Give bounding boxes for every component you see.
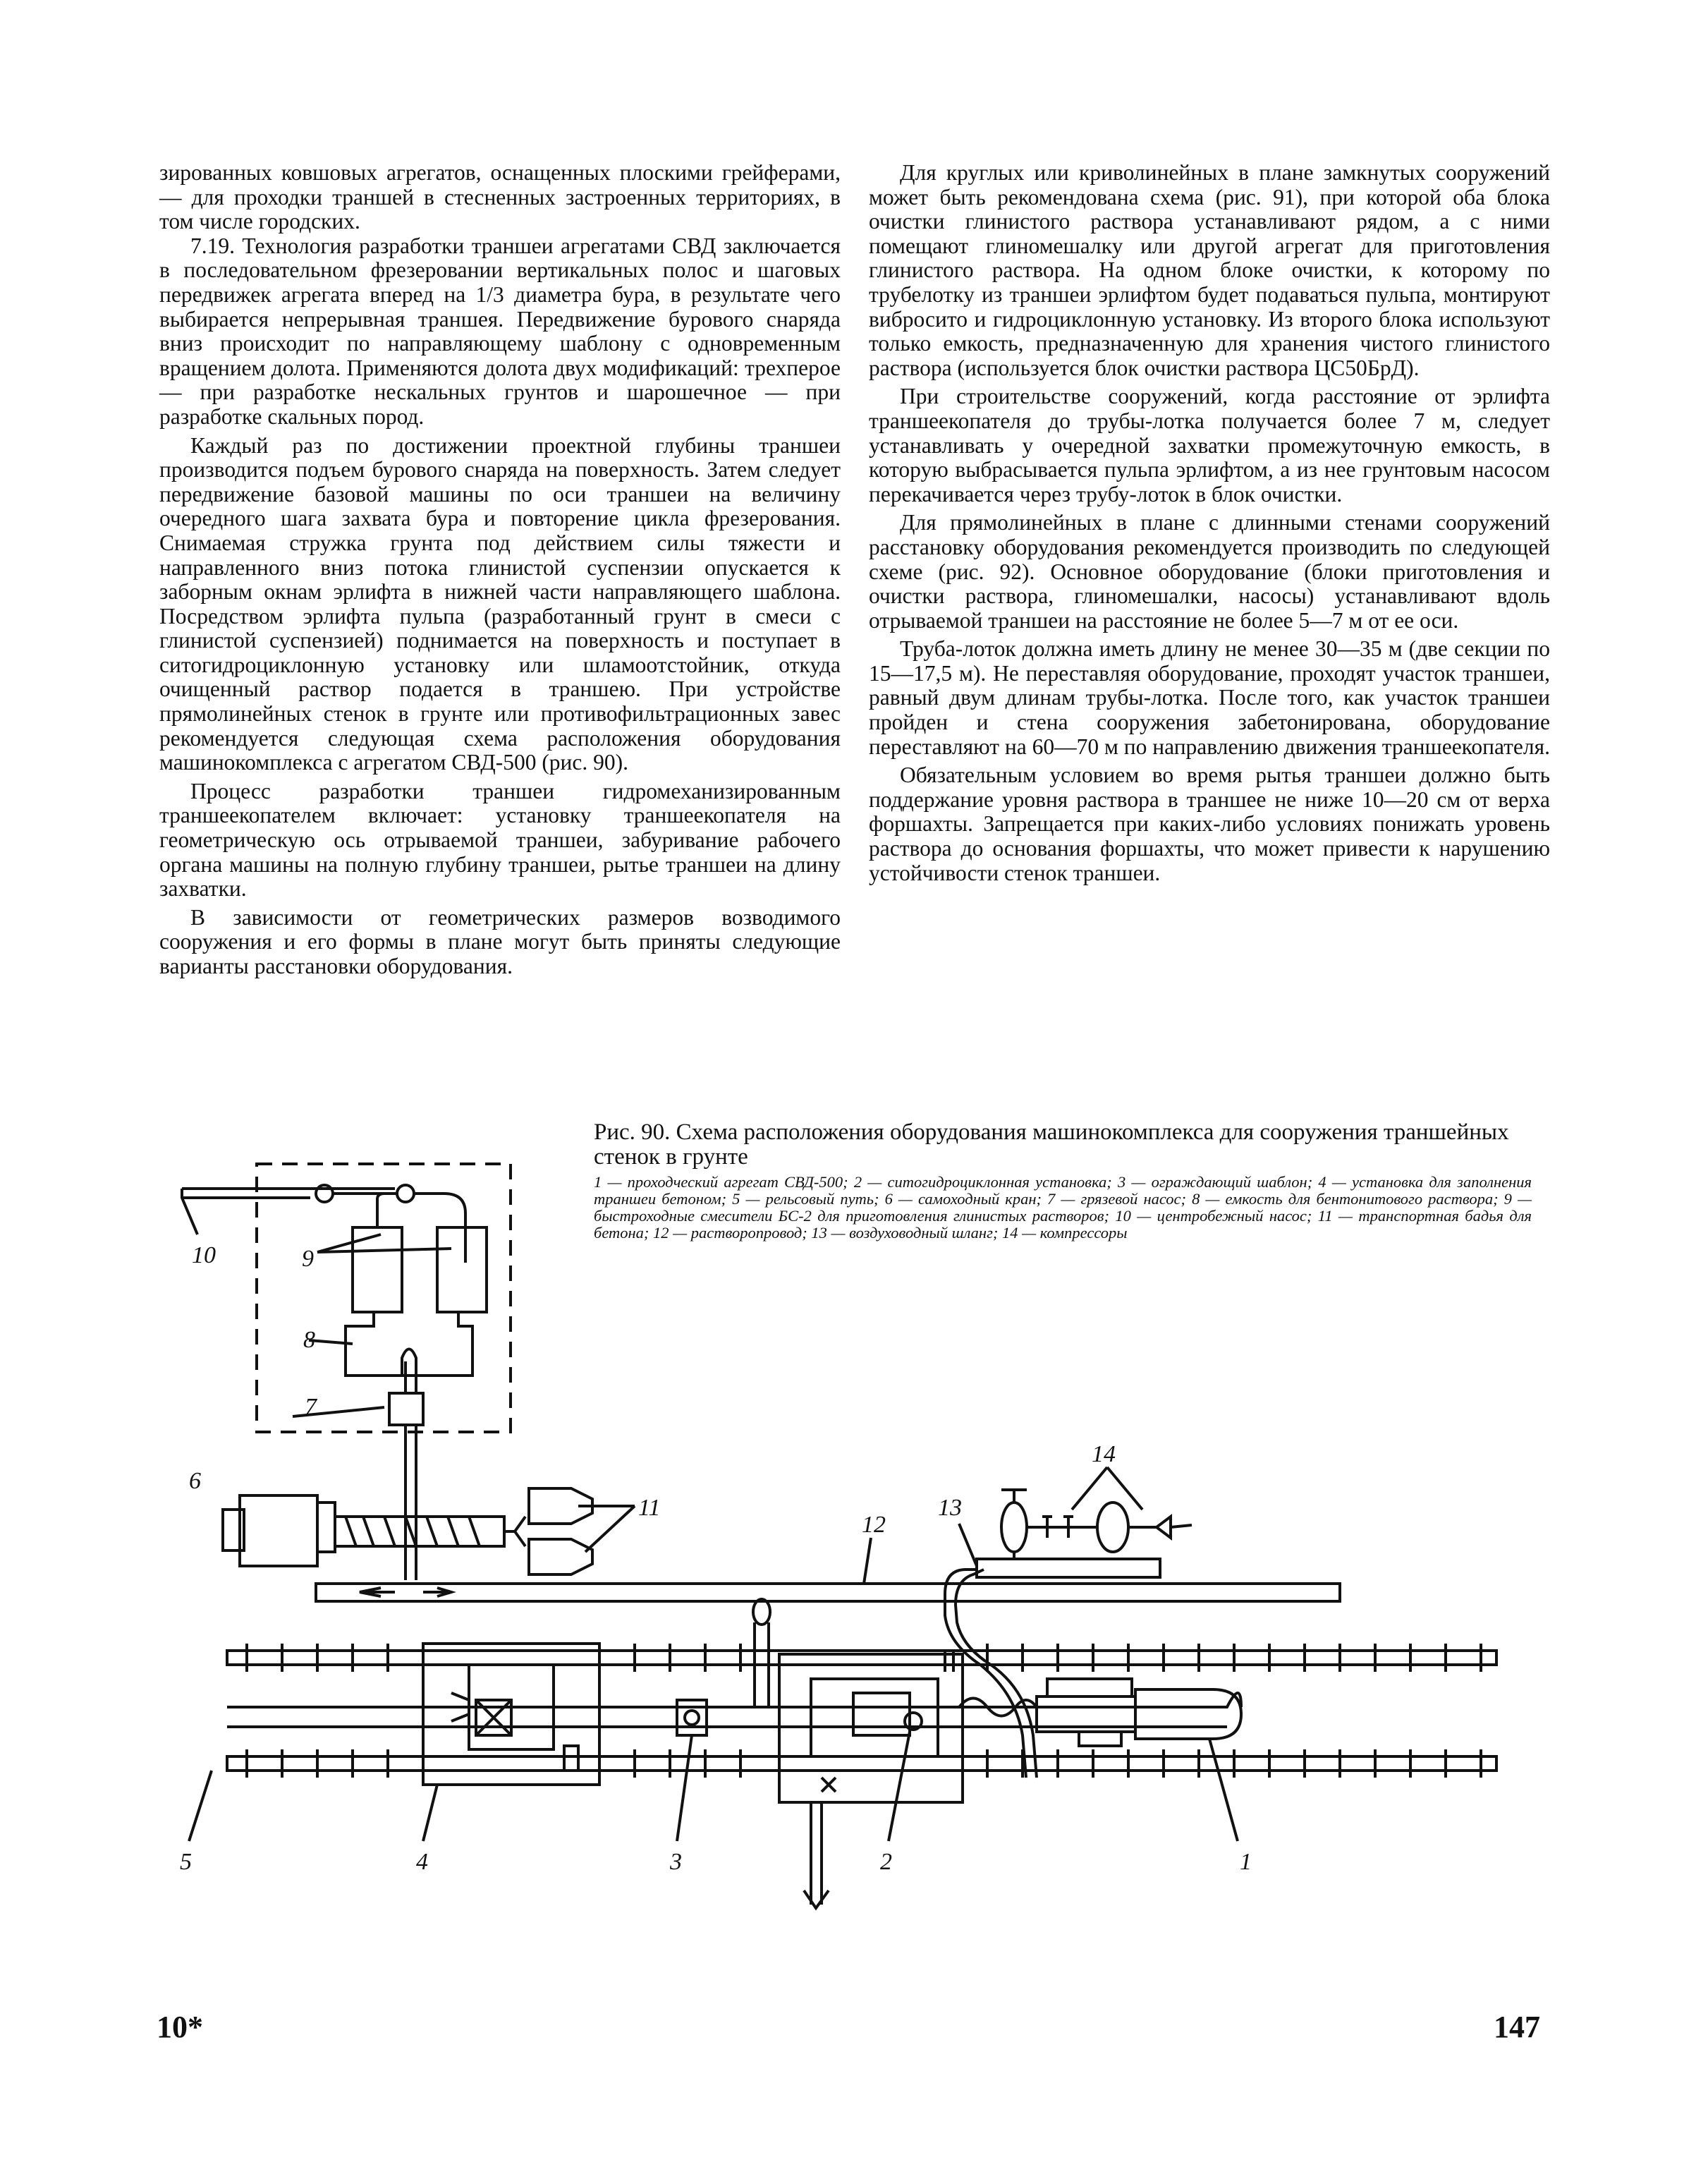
paragraph: В зависимости от геометрических размеров возводимого сооружения и его формы в плане могут быть приняты следующие варианты расстановки оборудования. [159, 904, 841, 978]
paragraph: Труба-лоток должна иметь длину не менее 30—35 м (две секции по 15—17,5 м). Не переставляя оборудование, проходят участок траншеи, равный двум длинам трубы-лотка. После того, как участок траншеи пройден и стена сооружения забетонирована, оборудование переставляют на 60—70 м по направлению движения траншеекопателя. [869, 636, 1550, 759]
compressor-base [977, 1559, 1160, 1577]
paragraph: 7.19. Технология разработки траншеи агрегатами СВД заключается в последовательном фрезеровании вертикальных полос и шаговых передвижек агрегата вперед на 1/3 диаметра бура, в результате чего выбирается непрерывная траншея. Передвижение бурового снаряда вниз происходит по направляющему шаблону с одновременным вращением долота. Применяются долота двух модификаций: трехперое — при разработке нескальных грунтов и шарошечное — при разработке скальных пород. [159, 233, 841, 429]
figure-title: Рис. 90. Схема расположения оборудования машинокомплекса для сооружения траншейных стенок в грунте [594, 1119, 1509, 1170]
mixing-station-enclosure [257, 1164, 511, 1432]
paragraph: Для круглых или криволинейных в плане замкнутых сооружений может быть рекомендована схема (рис. 91), при которой оба блока очистки глинистого раствора устанавливают рядом, а с ними помещают глиномешалку или другой агрегат для приготовления глинистого раствора. На одном блоке очистки, к которому по трубелотку из траншеи эрлифтом будет подаваться пульпа, монтируют вибросито и гидроциклонную установку. Из второго блока используют только емкость, предназначенную для хранения чистого глинистого раствора (используется блок очистки раствора ЦС50БрД). [869, 160, 1550, 380]
paragraph: Для прямолинейных в плане с длинными стенами сооружений расстановку оборудования рекомендуется производить по следующей схеме (рис. 92). Основное оборудование (блоки приготовления и очистки раствора, глиномешалки, насосы) устанавливают вдоль отрываемой траншеи на расстояние не более 5—7 м от ее оси. [869, 510, 1550, 633]
label-leader [189, 1771, 212, 1841]
concrete-bucket [529, 1539, 592, 1574]
label-13: 13 [938, 1495, 962, 1521]
paragraph: Процесс разработки траншеи гидромеханизированным траншеекопателем включает: установку траншеекопателя на геометрическую ось отрываемой траншеи, забуривание рабочего органа машины на полную глубину траншеи, рытье траншеи на длину захватки. [159, 778, 841, 902]
label-8: 8 [303, 1327, 315, 1353]
paragraph: Каждый раз по достижении проектной глубины траншеи производится подъем бурового снаряда на поверхность. Затем следует передвижение базовой машины по оси траншеи на величину очередного шага захвата бура и повторение цикла фрезерования. Снимаемая стружка грунта под действием силы тяжести и направленного вниз потока глинистой суспензии опускается к заборным окнам эрлифта в нижней части направляющего шаблона. Посредством эрлифта пульпа (разработанный грунт в смеси с глинистой суспензией) поднимается на поверхность и поступает в ситогидроциклонную установку или шламоотстойник, откуда очищенный раствор подается в траншею. При устройстве прямолинейных стенок в грунте или противофильтрационных завес рекомендуется следующая схема расположения оборудования машинокомплекса с агрегатом СВД-500 (рис. 90). [159, 432, 841, 775]
guide-template [677, 1700, 707, 1735]
label-1: 1 [1240, 1849, 1252, 1875]
label-7: 7 [305, 1394, 317, 1420]
label-12: 12 [862, 1512, 886, 1538]
label-leader [1072, 1467, 1107, 1510]
paragraph: зированных ковшовых агрегатов, оснащенных плоскими грейферами, — для проходки траншей в стесненных застроенных территориях, в том числе городских. [159, 160, 841, 234]
page-marker-left: 10* [157, 2010, 203, 2044]
figure-legend: 1 — проходческий агрегат СВД-500; 2 — ситогидроциклонная установка; 3 — ограждающий шаблон; 4 — установка для заполнения траншеи бетоном; 5 — рельсовый путь; 6 — самоходный кран; 7 — грязевой насос; 8 — емкость для бентонитового раствора; 9 — быстроходные смесители БС-2 для приготовления глинистых растворов; 10 — центробежный насос; 11 — транспортная бадья для бетона; 12 — растворопровод; 13 — воздуховодный шланг; 14 — компрессоры [594, 1173, 1532, 1242]
label-10: 10 [192, 1242, 216, 1268]
label-leader [889, 1732, 910, 1841]
pump-node [397, 1185, 414, 1202]
label-leader [423, 1785, 437, 1841]
paragraph: При строительстве сооружений, когда расстояние от эрлифта траншеекопателя до трубы-лотка получается более 7 м, следует устанавливать у очередной захватки промежуточную емкость, в которую выбрасывается пульпа эрлифтом, а из нее грунтовым насосом перекачивается через трубу-лоток в блок очистки. [869, 384, 1550, 506]
label-11: 11 [638, 1495, 661, 1521]
pump-10-leader [182, 1189, 197, 1234]
label-3: 3 [670, 1849, 682, 1875]
self-propelled-crane [240, 1495, 317, 1566]
paragraph: Обязательным условием во время рытья траншеи должно быть поддержание уровня раствора в траншее не ниже 10—20 см от верха форшахты. Запрещается при каких-либо условиях понижать уровень раствора до основания форшахты, что может привести к нарушению устойчивости стенок траншеи. [869, 763, 1550, 885]
label-14: 14 [1092, 1441, 1116, 1467]
trench [227, 1693, 1241, 1727]
label-5: 5 [180, 1849, 192, 1875]
mud-pump [389, 1393, 423, 1425]
label-4: 4 [416, 1849, 428, 1875]
label-leader [959, 1524, 977, 1566]
compressor [1097, 1503, 1128, 1552]
label-leader [317, 1249, 451, 1252]
label-9: 9 [302, 1246, 314, 1272]
label-leader [677, 1735, 692, 1841]
label-leader [864, 1538, 871, 1584]
mixer [437, 1227, 487, 1312]
page-number: 147 [1494, 2010, 1540, 2044]
bentonite-tank [346, 1312, 472, 1376]
label-2: 2 [880, 1849, 892, 1875]
mortar-pipeline [316, 1584, 1340, 1601]
label-6: 6 [189, 1468, 201, 1494]
compressor [1001, 1503, 1027, 1552]
